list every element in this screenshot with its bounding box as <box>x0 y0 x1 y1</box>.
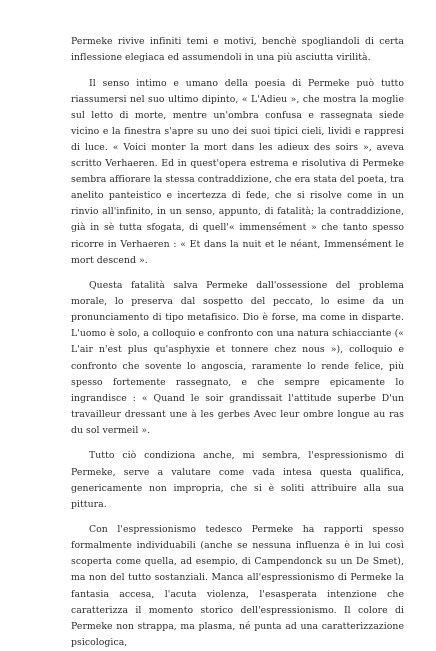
paragraph-5: Con l'espressionismo tedesco Permeke ha rapporti spesso formalmente individuabili (anche se nessuna influenza è in lui così scoperta come quella, ad esempio, di Campendonck su un De Smet), ma non del tutto sostanziali. Manca all'espressionismo di Permeke la fantasia accesa, l'acuta violenza, l'esasperata intenzione che caratterizza il momento storico dell'espressionismo. Il colore di Permeke non strappa, ma plasma, né punta ad una caratterizzazione psicologica, <box>71 524 404 648</box>
paragraph-1: Permeke rivive infiniti temi e motivi, benchè spogliandoli di certa inflessione elegiaca ed assumendoli in una più asciutta virilità. <box>71 36 404 64</box>
paragraph-3: Questa fatalità salva Permeke dall'ossessione del problema morale, lo preserva dal sospetto del peccato, lo esime da un pronunciamento di tipo metafisico. Dio è forse, ma come in disparte. L'uomo è solo, a colloquio e confronto con una natura schiacciante (« L'air n'est plus qu'asphyxie et tonnere chez nous »), colloquio e confronto che sovente lo angoscia, raramente lo rende felice, più spesso fortemente rassegnato, e che sempre epicamente lo ingrandisce : « Quand le soir grandissait l'attitude superbe D'un travailleur dressant une à les gerbes Avec leur ombre longue au ras du sol vermeil ». <box>71 280 404 436</box>
paragraph-4: Tutto ciò condiziona anche, mi sembra, l'espressionismo di Permeke, serve a valutare come vada intesa questa qualifica, genericamente non impropria, che si è soliti attribuire alla sua pittura. <box>71 450 404 510</box>
paragraph-2: Il senso intimo e umano della poesia di Permeke può tutto riassumersi nel suo ultimo dipinto, « L'Adieu », che mostra la moglie sul letto di morte, mentre un'ombra confusa e rassegnata siede vicino e la finestra s'apre su uno dei suoi tipici cieli, lividi e rappresi di luce. « Voici monter la mort dans les adieux des soirs », aveva scritto Verhaeren. Ed in quest'opera estrema e risolutiva di Permeke sembra affiorare la stessa contraddizione, che era stata del poeta, tra anelito panteistico e incertezza di fede, che si risolve come in un rinvio all'infinito, in un senso, appunto, di fatalità; la contraddizione, già in sè tutta sfogata, di quell'« immensément » che tanto spesso ricorre in Verhaeren : « Et dans la nuit et le néant, Immensément le mort descend ». <box>71 77 404 266</box>
